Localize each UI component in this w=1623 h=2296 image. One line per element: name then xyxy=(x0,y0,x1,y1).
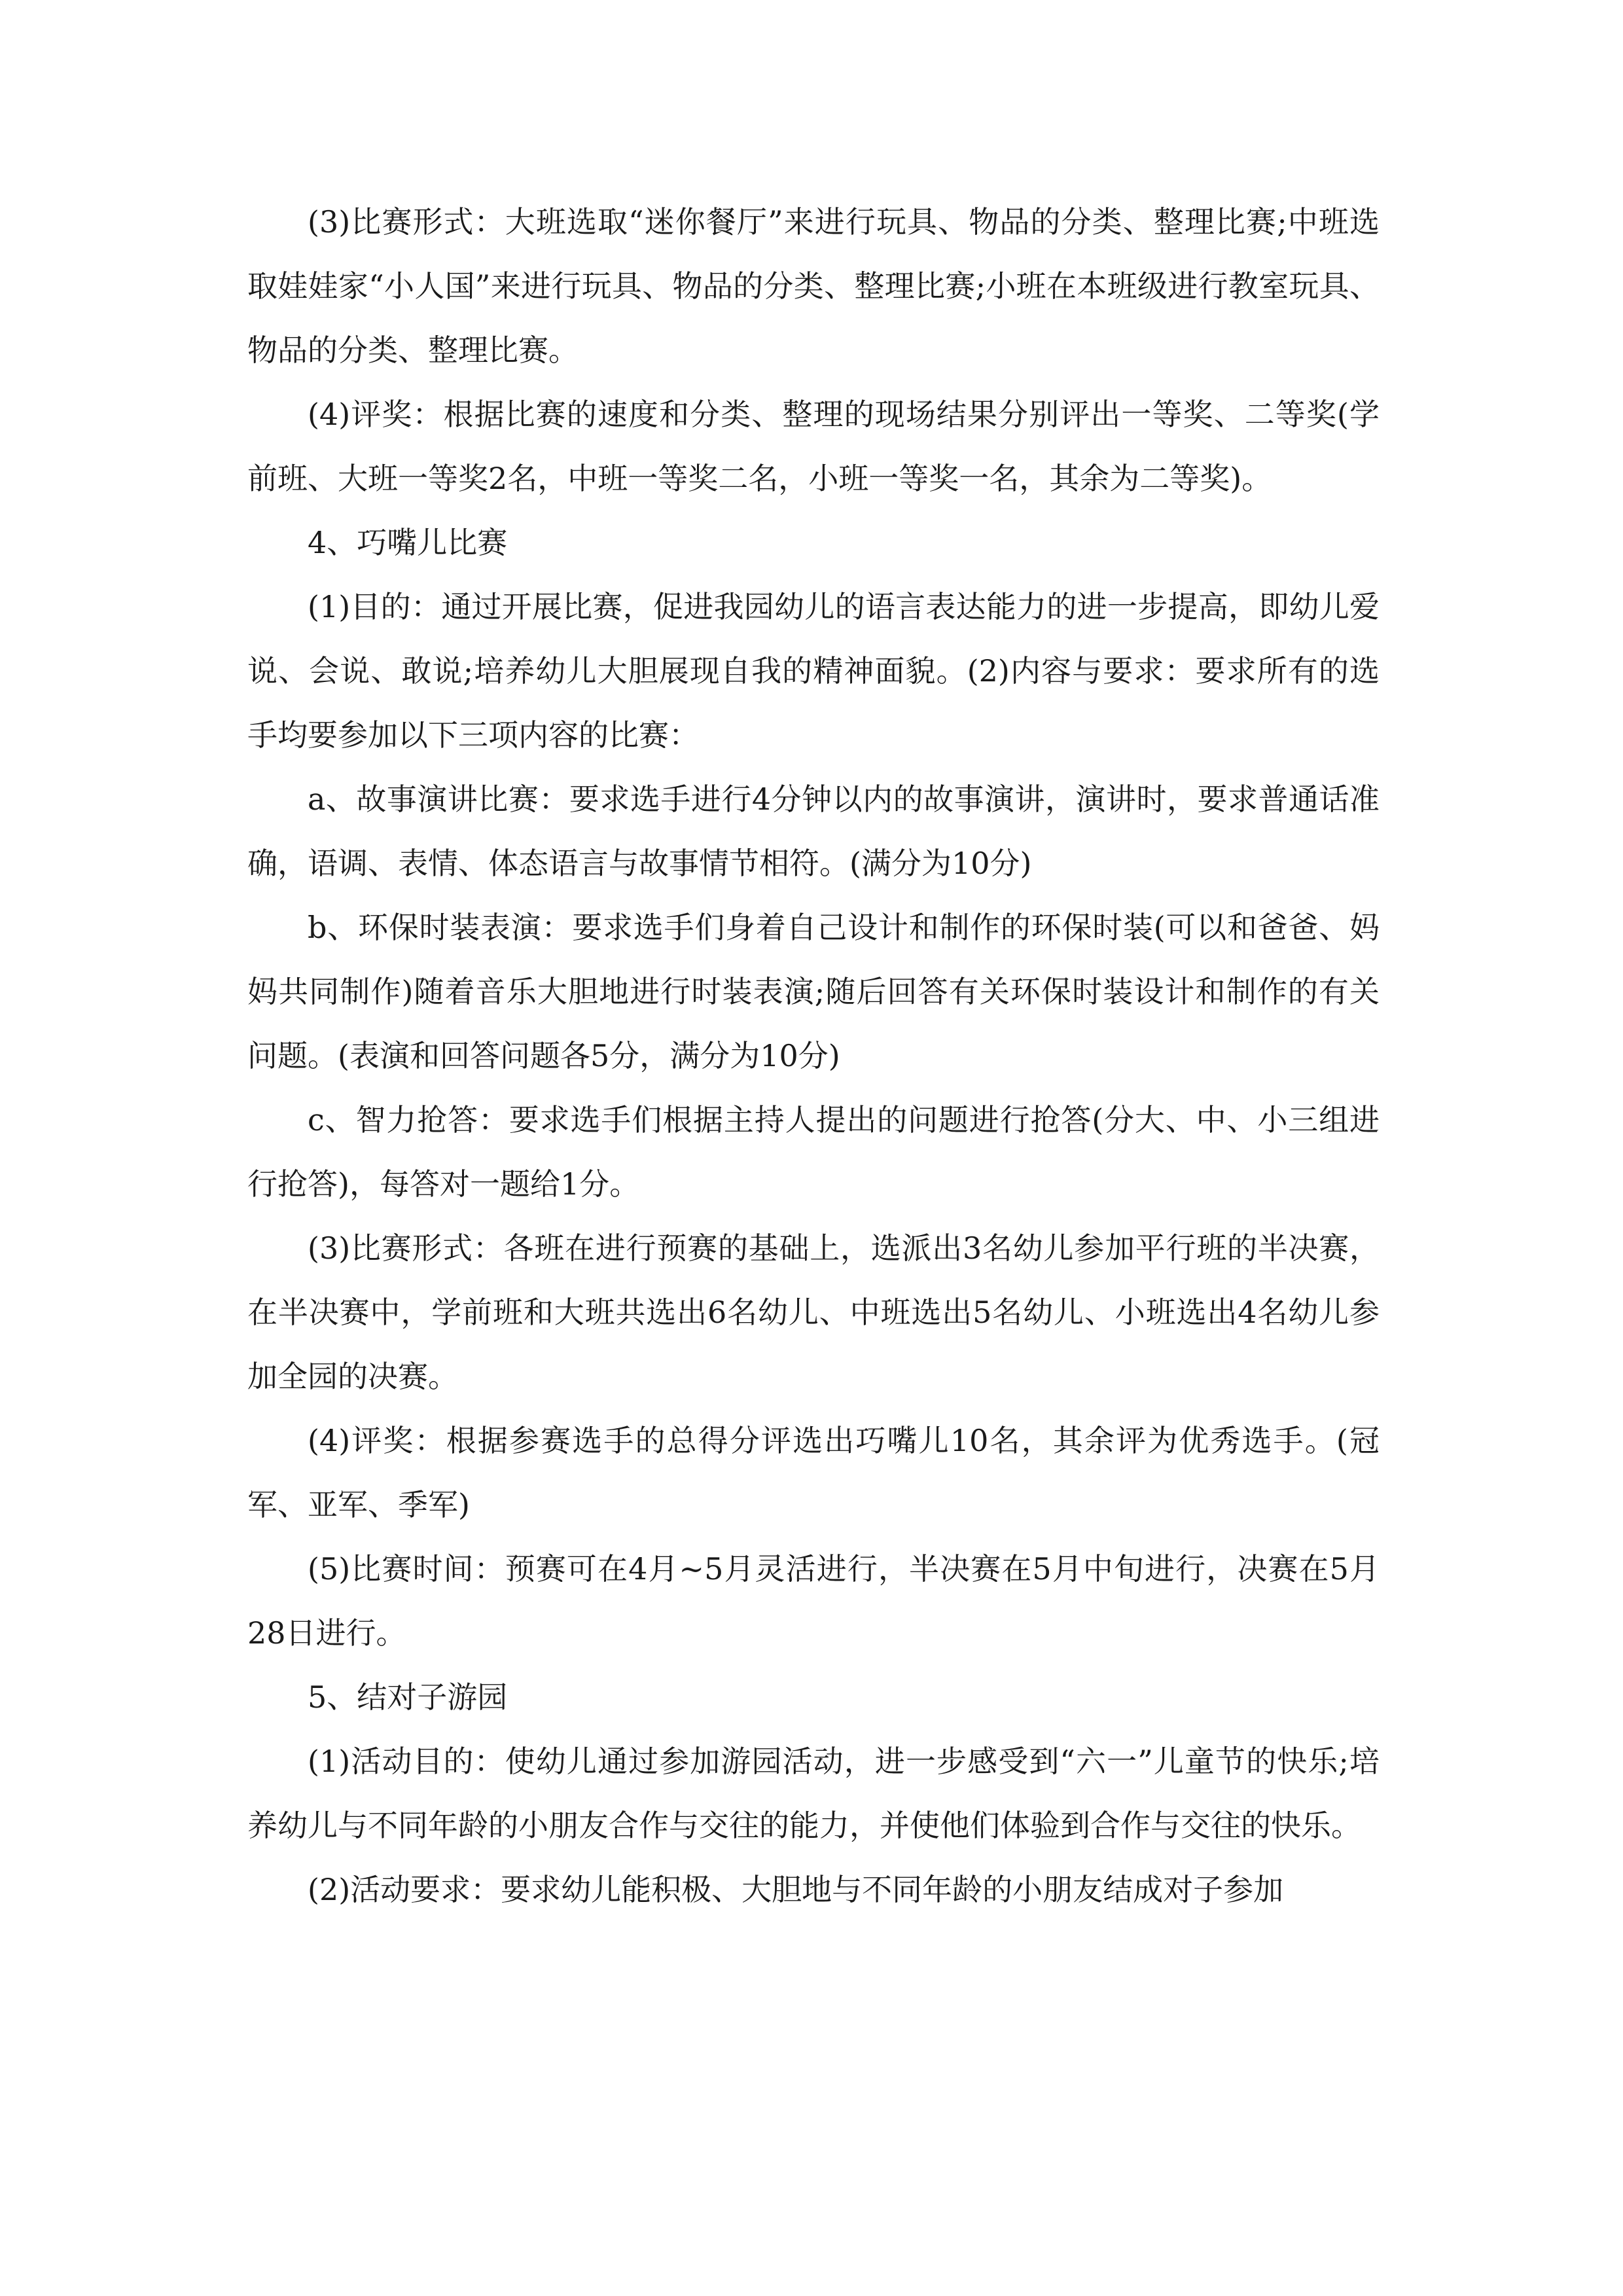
paragraph-item-c: c、智力抢答：要求选手们根据主持人提出的问题进行抢答(分大、中、小三组进行抢答)，每答对一题给1分。 xyxy=(247,1102,1380,1202)
paragraph-competition-format-tidy: (3)比赛形式：大班选取“迷你餐厅”来进行玩具、物品的分类、整理比赛;中班选取娃娃家“小人国”来进行玩具、物品的分类、整理比赛;小班在本班级进行教室玩具、物品的分类、整理比赛。 xyxy=(247,204,1380,368)
paragraph-activity-requirements: (2)活动要求：要求幼儿能积极、大胆地与不同年龄的小朋友结成对子参加 xyxy=(308,1872,1284,1907)
paragraph-activity-purpose: (1)活动目的：使幼儿通过参加游园活动，进一步感受到“六一”儿童节的快乐;培养幼儿与不同年龄的小朋友合作与交往的能力，并使他们体验到合作与交往的快乐。 xyxy=(247,1744,1380,1843)
section-heading-5: 5、结对子游园 xyxy=(308,1679,508,1715)
paragraph-schedule: (5)比赛时间：预赛可在4月~5月灵活进行，半决赛在5月中旬进行，决赛在5月28日进行。 xyxy=(247,1551,1380,1651)
paragraph-item-b: b、环保时装表演：要求选手们身着自己设计和制作的环保时装(可以和爸爸、妈妈共同制作)随着音乐大胆地进行时装表演;随后回答有关环保时装设计和制作的有关问题。(表演和回答问题各5分，满分为10分) xyxy=(247,910,1380,1073)
paragraph-purpose: (1)目的：通过开展比赛，促进我园幼儿的语言表达能力的进一步提高，即幼儿爱说、会说、敢说;培养幼儿大胆展现自我的精神面貌。(2)内容与要求：要求所有的选手均要参加以下三项内容的比赛： xyxy=(247,589,1380,753)
paragraph-awards-tidy: (4)评奖：根据比赛的速度和分类、整理的现场结果分别评出一等奖、二等奖(学前班、大班一等奖2名，中班一等奖二名，小班一等奖一名，其余为二等奖)。 xyxy=(247,397,1380,496)
paragraph-competition-format: (3)比赛形式：各班在进行预赛的基础上，选派出3名幼儿参加平行班的半决赛，在半决赛中，学前班和大班共选出6名幼儿、中班选出5名幼儿、小班选出4名幼儿参加全园的决赛。 xyxy=(247,1230,1380,1394)
section-heading-4: 4、巧嘴儿比赛 xyxy=(308,525,508,560)
paragraph-item-a: a、故事演讲比赛：要求选手进行4分钟以内的故事演讲，演讲时，要求普通话准确，语调、表情、体态语言与故事情节相符。(满分为10分) xyxy=(247,781,1380,881)
document-page xyxy=(247,190,1380,1922)
paragraph-awards: (4)评奖：根据参赛选手的总得分评选出巧嘴儿10名，其余评为优秀选手。(冠军、亚军、季军) xyxy=(247,1423,1380,1522)
